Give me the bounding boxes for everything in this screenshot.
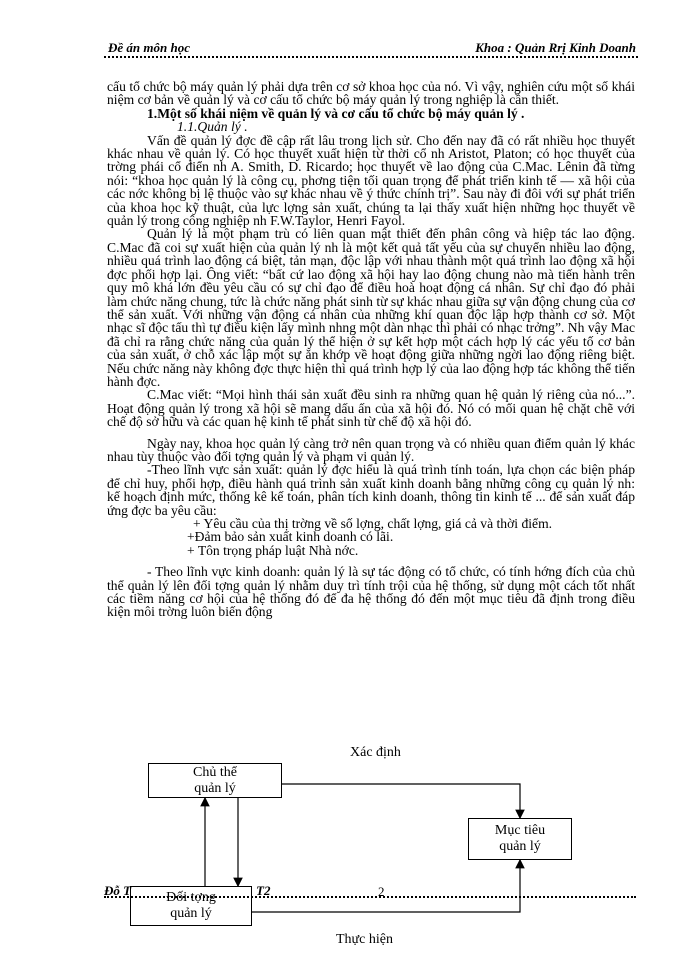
page-number: 2: [378, 884, 385, 899]
diagram-label-define: Xác định: [350, 745, 401, 760]
footer-divider: [104, 896, 636, 898]
paragraph-marx: Quản lý là một phạm trù có liên quan mật thiết đến phân công và hiệp tác lao động. C.Mac đã coi sự xuất hiện của quản lý nh là một kết quả tất yếu của sự chuyển nhiều lao động, nhiều quá trình lao động cá biệt, tản mạn, độc lập với nhau thành một quá trình lao động xã hội đợc phối hợp lại. Ông viết: “bất cứ lao động xã hội hay lao động chung nào mà tiến hành trên quy mô khá lớn đều yêu cầu có sự chỉ đạo để điều hoà hoạt động cá nhân. Sự chỉ đạo đó phải làm chức năng chung, tức là chức năng phát sinh từ sự khác nhau giữa sự vận động chung của cơ thể sản xuất. Với những vận động cá nhân của những khí quan độc lập hợp thành cơ sở. Một nhạc sĩ độc tấu thì tự điều kiện lấy mình nhng một dàn nhạc thì phải có nhạc trởng”. Nh vậy Mac đã chỉ ra rằng chức năng của quản lý thể hiện ở sự kết hợp một cách hợp lý các yếu tố cơ bản của sản xuất, ở chỗ xác lập một sự ăn khớp về hoạt động giữa những ngời lao động riêng biệt. Nếu chức năng này không đợc thực hiện thì quá trình hợp lý của lao động hợp tác không thể tiến hành đợc.: [107, 226, 635, 389]
paragraph-marx-quote: C.Mac viết: “Mọi hình thái sản xuất đều sinh ra những quan hệ quản lý riêng của nó...”. Hoạt động quản lý trong xã hội sẽ mang dấu ấn của xã hội đó. Nó có mối quan hệ chặt chẽ với chế độ sở hữu và các quan hệ kinh tế phát sinh từ chế độ xã hội đó.: [107, 387, 635, 430]
object-line-2: quản lý: [170, 906, 212, 921]
document-body: [107, 80, 635, 619]
header-left: Đề án môn học: [108, 40, 190, 55]
paragraph-production: -Theo lĩnh vực sản xuất: quản lý đợc hiểu là quá trình tính toán, lựa chọn các biện pháp để chỉ huy, phối hợp, điều hành quá trình sản xuất kinh doanh bằng những công cụ quản lý nh: kế hoạch định mức, thống kê kế toán, phân tích kinh doanh, thông tin kinh tế ... để sản xuất đáp ứng đợc ba yêu cầu:: [107, 462, 635, 518]
bullet-profit: +Đảm bảo sản xuất kinh doanh có lãi.: [187, 529, 394, 545]
paragraph-history: Vấn đề quản lý đợc đề cập rất lâu trong lịch sử. Cho đến nay đã có rất nhiều học thuyết khác nhau về quản lý. Có học thuyết xuất hiện từ thời cổ nh Aristot, Platon; có học thuyết của trờng phái cổ điển nh A. Smith, D. Ricardo; học thuyết về lao động của C.Mac. Lênin đã từng nói: “khoa học quản lý là công cụ, phơng tiện tối quan trọng để phát triển kinh tế — xã hội của các nớc không bị lệ thuộc vào sự khác nhau về ý thức chính trị”. Sau này đi đôi với sự phát triển của khoa học kỹ thuật, của lực lợng sản xuất, chúng ta lại thấy xuất hiện những học thuyết về quản lý trong công nghiệp nh F.W.Taylor, Henri Fayol.: [107, 132, 635, 229]
header-divider: [104, 56, 638, 58]
subject-line-2: quản lý: [194, 780, 236, 796]
goal-line-1: Mục tiêu: [494, 823, 546, 838]
diagram-box-object: [130, 886, 252, 926]
diagram-label-execute: Thực hiện: [336, 932, 393, 947]
section-heading: 1.Một số khái niệm về quản lý và cơ cấu tổ chức bộ máy quản lý .: [147, 105, 525, 121]
footer-left: Đỗ T: [104, 883, 132, 898]
footer-right: T2: [256, 883, 271, 898]
bullet-market: + Yêu cầu của thị trờng về số lợng, chất lợng, giá cả và thời điểm.: [193, 516, 553, 531]
paragraph-business: - Theo lĩnh vực kinh doanh: quản lý là sự tác động có tổ chức, có tính hớng đích của chủ thể quản lý lên đối tợng quản lý nhằm duy trì tính trội của hệ thống, sử dụng một cách tốt nhất các tiềm năng cơ hội của hệ thống đó để đa hệ thống đó đến một mục tiêu đã định trong điều kiện môi trờng luôn biến động: [107, 564, 635, 620]
bullet-law: + Tôn trọng pháp luật Nhà nớc.: [187, 542, 359, 558]
paragraph-intro: cấu tổ chức bộ máy quản lý phải dựa trên cơ sở khoa học của nó. Vì vậy, nghiên cứu một số khái niệm cơ bản về quản lý và cơ cấu tổ chức bộ máy quản lý trong nghiệp là cần thiết.: [107, 79, 635, 108]
header-right: Khoa : Quản Rrị Kinh Doanh: [475, 40, 636, 55]
subject-line-1: Chủ thể: [193, 764, 237, 780]
object-line-1: Đối tợng: [166, 890, 216, 905]
diagram-box-goal: [468, 818, 572, 860]
goal-line-2: quản lý: [499, 839, 541, 854]
diagram-box-subject: [148, 763, 282, 798]
subsection-heading: 1.1.Quản lý .: [177, 119, 248, 135]
paragraph-modern: Ngày nay, khoa học quản lý càng trở nên quan trọng và có nhiều quan điểm quản lý khác nhau tùy thuộc vào đối tợng quản lý và phạm vi quản lý.: [107, 435, 635, 464]
